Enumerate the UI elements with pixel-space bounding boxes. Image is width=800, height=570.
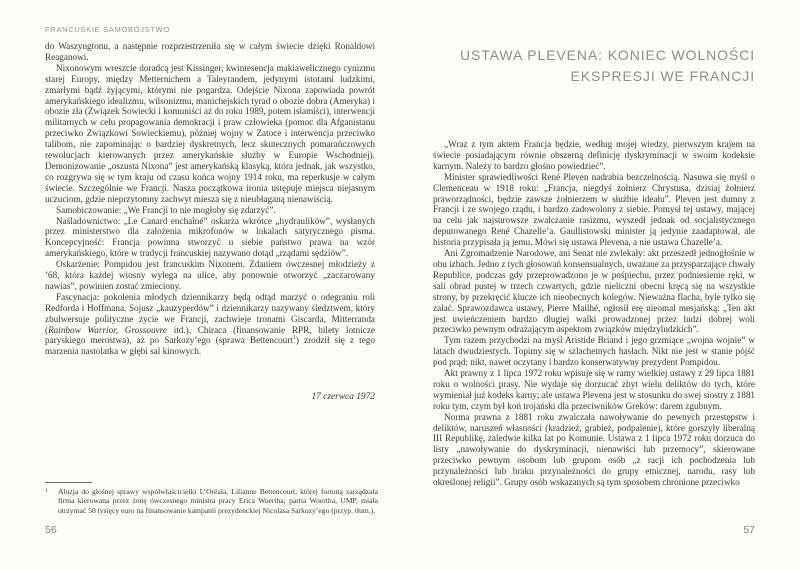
- left-page-body: [45, 41, 375, 357]
- footnote: [45, 482, 378, 515]
- title-line: USTAWA PLEVENA: KONIEC WOLNOŚCI: [460, 47, 755, 63]
- paragraph: Norma prawna z 1881 roku zwalczała nawoływanie do pewnych przestępstw i deliktów, naruszeń własności (kradzież, grabież, podpalenie), które gorszyły liberalną III Republikę, zaledwie kilka lat po Komunie. Ustawa z 1 lipca 1972 roku dorzuca do listy „nawoływanie do dyskryminacji, nienawiści lub przemocy”, skierowane przeciwko pewnym osobom lub grupom osób „z racji ich pochodzenia lub przynależności lub braku przynależności do grupy etnicznej, narodu, rasy lub określonej religii”. Grupy osób wskazanych są tym sposobem chronione przeciwko: [433, 411, 755, 488]
- footnote-text: Aluzja do głośnej sprawy współwłaścicielki L’Oréala, Lilianne Bettencourt, której fortuną zarządzała firma kierowana przez żonę ówczesnego ministra pracy Erica Woertha; partia Woertha, UMP, miała otrzymać 50 tysięcy euro na finansowanie kampanii prezydenckiej Nicolasa Sarkozy’ego (przyp. tłum.).: [58, 487, 378, 515]
- paragraph: Naśladownictwo: „Le Canard enchaîné” oskarża wkrótce „hydraulików”, wysłanych przez ministerstwo dla założenia mikrofonów w lokalach satyrycznego pisma. Koncepcyjność: Francja powinna stworzyć u siebie państwo prawa na wzór amerykańskiego, które w tradycji francuskiej nazywano dotąd „rządami sędziów”.: [45, 215, 375, 259]
- date-line: 17 czerwca 1972: [311, 392, 375, 402]
- page-number-left: 56: [45, 524, 57, 536]
- footnote-rule: [45, 482, 92, 483]
- chapter-title: [423, 45, 755, 86]
- footnote-row: [45, 487, 378, 515]
- paragraph: Fascynacja: pokolenia młodych dziennikarzy będą odtąd marzyć o odegraniu roli Redforda i Hoffmana. Sojusz „kauzyperdów” i dziennikarzy nazywany śledztwem, który zbulwersuje polityczne życie we Francji, zachwieje tronami Giscarda, Mitterranda (Rainbow Warrior, Grossouvre itd.), Chiraca (finansowanie RPR, bilety lotnicze paryskiego merostwa), aż po Sarkozy’ego (sprawa Bettencourt$^1$) zrodził się z tego marzenia nastolatka w głębi sal kinowych.: [45, 291, 375, 357]
- paragraph: do Waszyngtonu, a następnie rozprzestrzeniła się w całym świecie dzięki Ronaldowi Reaganowi.: [45, 41, 375, 62]
- paragraph: „Wraz z tym aktem Francja będzie, według mojej wiedzy, pierwszym krajem na świecie posiadającym równie obszerną definicję dyskryminacji w swoim kodeksie karnym. Należy to bardzo głośno powiedzieć”.: [433, 139, 755, 171]
- paragraph: Ani Zgromadzenie Narodowe, ani Senat nie zwlekały: akt przeszedł jednogłośnie w obu izbach. Jedno z tych głosowań konsensualnych, uważane za przysparzające chwały Republice, podczas gdy przeprowadzono je w pośpiechu, przez podniesienie ręki, w sali obrad pustej w trzech czwartych, gdzie nieliczni obecni kręcą się na wszystkie strony, by przekręcić klucze ich nieobecnych kolegów. Nieważna flacha, byle tylko się zalać. Sprawozdawca ustawy, Pierre Mailhé, ogłosił erę nieomal mesjańską: „Ten akt jest uwieńczeniem bardzo długiej walki prowadzonej przez ludzi dobrej woli przeciwko pewnym odrażającym aspektom związków międzyludzkich”.: [433, 248, 755, 335]
- right-page-body: [433, 139, 755, 488]
- paragraph: Tym razem przychodzi na myśl Aristide Briand i jego grzmiące „wojna wojnie” w latach dwudziestych. Topimy się w szlachetnych hasłach. Nikt nie jest w stanie pójść pod prąd; nikt, nawet oczytany i bardzo konserwatywny prezydent Pompidou.: [433, 335, 755, 368]
- running-head: FRANCUSKIE SAMOBÓJSTWO: [45, 25, 170, 34]
- paragraph: Minister sprawiedliwości René Pleven nadrabia bezczelnością. Nasuwa się myśl o Clemenceau w 1918 roku: „Francja, niegdyś żołnierz Chrystusa, dzisiaj żołnierz praworządności, będzie zawsze żołnierzem w służbie ideału”. Pleven jest dumny z Francji i ze swojego rządu, i bardzo zadowolony z siebie. Pomysł tej ustawy, mającej na celu jak najsurowsze zwalczanie rasizmu, wyszedł jednak od socjalistycznego deputowanego René Chazelle’a. Gaullistowski minister ją jedynie zaadaptował, ale historia przypisała ją jemu. Mówi się ustawa Plevena, a nie ustawa Chazelle’a.: [433, 171, 755, 248]
- page-number-right: 57: [743, 524, 755, 536]
- footnote-marker-number: 1: [45, 488, 48, 494]
- paragraph: Oskarżenie: Pompidou jest francuskim Nixonem. Zdaniem ówczesnej młodzieży z ’68, która każdej wiosny wylega na ulice, aby ponownie otworzyć „zaczarowany nawias”, powinien zostać zmieciony.: [45, 259, 375, 291]
- paragraph: Akt prawny z 1 lipca 1972 roku wpisuje się w ramy wielkiej ustawy z 29 lipca 1881 roku o wolności prasy. Nie wydaje się dorzucać zbyt wielu deliktów do tych, które wymieniał już kodeks karny; ale ustawa Plevena jest w stosunku do swej siostry z 1881 roku tym, czym był koń trojański dla przeciwników Greków: darem zgubnym.: [433, 368, 756, 411]
- paragraph: Samobiczowanie: „We Francji to nie mogłoby się zdarzyć”.: [56, 204, 276, 215]
- paragraph: Nixonowym wreszcie doradcą jest Kissinger, kwintesencja makiawelicznego cynizmu starej Europy, między Metternichem a Taleyrandem, jedynymi istotami ludzkimi, zmarłymi bądź żyjącymi, którymi nie pogardza. Odejście Nixona zapowiada powrót amerykańskiego idealizmu, wilsonizmu, manichejskich tyrad o obozie dobra (Ameryka) i obozie zła (Związek Sowiecki i komuniści aż do roku 1989, potem islamiści), interwencji militarnych w celu propagowania demokracji i praw człowieka (pomoc dla Afganistanu przeciwko Związkowi Sowieckiemu), później wojny w Zatoce i interwencja przeciwko talibom, nie zapominając o bardziej dyskretnych, lecz skutecznych pomarańczowych rewolucjach kierowanych przez amerykańskie służby w Europie Wschodniej). Demonizowanie „oszusta Nixona” jest amerykańską klasyką, która jednak, jak wszystko, co rozgrywa się w tym kraju od czasu końca wojny 1914 roku, ma reperkusje w całym świecie. Szczególnie we Francji. Nasza początkowa ironia ustępuje miejsca niejasnym uczuciom, gdzie nieprzytomny zachwyt miesza się z nieubłaganą nienawiścią.: [45, 62, 375, 204]
- title-line: EKSPRESJI WE FRANCJI: [570, 67, 755, 84]
- footnote-marker: [45, 487, 58, 515]
